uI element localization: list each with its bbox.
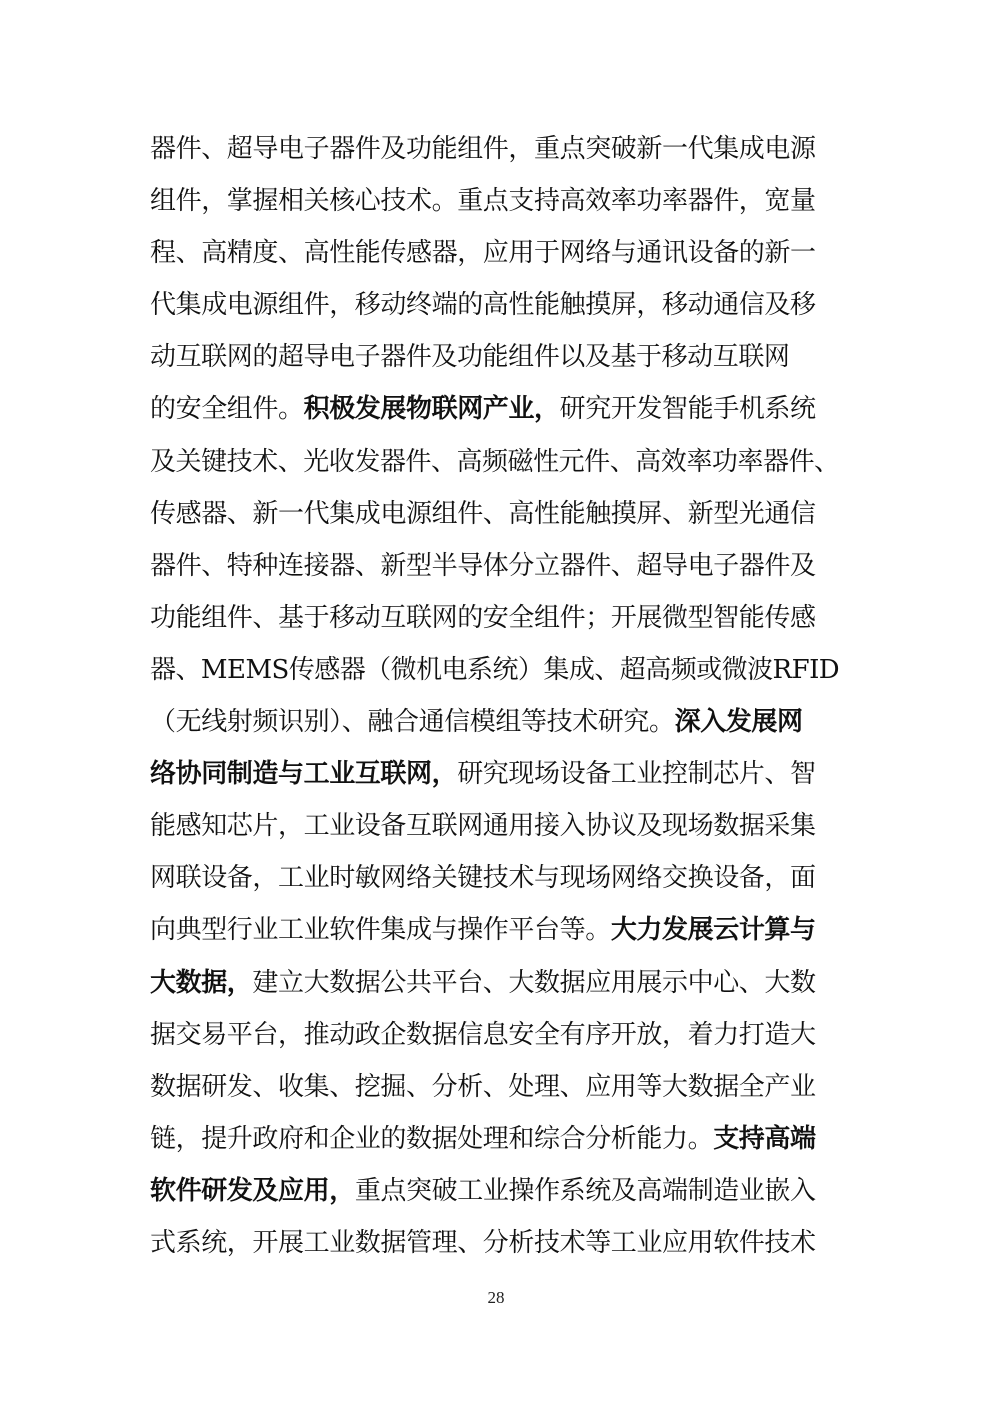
text-line	[150, 592, 850, 644]
bold-text-segment: 软件研发及应用，	[150, 1175, 355, 1206]
text-segment: 研究现场设备工业控制芯片、智	[457, 759, 816, 790]
text-segment: 器、MEMS传感器（微机电系统）集成、超高频或微波RFID	[150, 654, 840, 685]
text-segment: 据交易平台，推动政企数据信息安全有序开放，着力打造大	[150, 1019, 816, 1050]
text-segment: 动互联网的超导电子器件及功能组件以及基于移动互联网	[150, 342, 790, 373]
text-line	[150, 123, 850, 175]
text-line	[150, 331, 850, 383]
bold-text-segment: 积极发展物联网产业，	[303, 394, 560, 425]
text-segment: 器件、超导电子器件及功能组件，重点突破新一代集成电源	[150, 134, 816, 164]
text-segment: （无线射频识别）、融合通信模组等技术研究。	[150, 707, 675, 738]
text-segment: 及关键技术、光收发器件、高频磁性元件、高效率功率器件、	[150, 446, 840, 477]
text-segment: 式系统，开展工业数据管理、分析技术等工业应用软件技术	[150, 1227, 816, 1258]
text-line	[150, 696, 850, 748]
text-segment: 数据研发、收集、挖掘、分析、处理、应用等大数据全产业	[150, 1071, 816, 1102]
body-text	[150, 123, 850, 1269]
text-line	[150, 436, 850, 488]
text-line	[150, 1009, 850, 1061]
text-line	[150, 852, 850, 904]
text-segment: 研究开发智能手机系统	[559, 394, 816, 425]
text-line	[150, 1113, 850, 1165]
bold-text-segment: 支持高端	[713, 1123, 816, 1154]
text-segment: 链，提升政府和企业的数据处理和综合分析能力。	[150, 1123, 714, 1154]
bold-text-segment: 大力发展云计算与	[610, 915, 816, 946]
text-line	[150, 279, 850, 331]
text-segment: 组件，掌握相关核心技术。重点支持高效率功率器件，宽量	[150, 186, 816, 217]
text-line	[150, 383, 850, 435]
text-segment: 建立大数据公共平台、大数据应用展示中心、大数	[252, 967, 816, 998]
text-line	[150, 800, 850, 852]
page-number: 28	[487, 1288, 505, 1307]
text-segment: 功能组件、基于移动互联网的安全组件；开展微型智能传感	[150, 602, 816, 633]
text-line	[150, 540, 850, 592]
text-segment: 网联设备，工业时敏网络关键技术与现场网络交换设备，面	[150, 863, 816, 894]
text-line	[150, 1061, 850, 1113]
text-line	[150, 1217, 850, 1269]
text-line	[150, 175, 850, 227]
text-segment: 程、高精度、高性能传感器，应用于网络与通讯设备的新一	[150, 238, 816, 269]
text-line	[150, 904, 850, 956]
text-segment: 代集成电源组件，移动终端的高性能触摸屏，移动通信及移	[150, 290, 816, 321]
text-segment: 能感知芯片，工业设备互联网通用接入协议及现场数据采集	[150, 811, 816, 842]
bold-text-segment: 深入发展网	[674, 707, 803, 738]
text-segment: 器件、特种连接器、新型半导体分立器件、超导电子器件及	[150, 550, 816, 581]
text-segment: 向典型行业工业软件集成与操作平台等。	[150, 915, 611, 946]
text-line	[150, 1165, 850, 1217]
text-segment: 的安全组件。	[150, 394, 304, 425]
text-line	[150, 957, 850, 1009]
bold-text-segment: 大数据，	[150, 967, 253, 998]
text-line	[150, 488, 850, 540]
bold-text-segment: 络协同制造与工业互联网，	[150, 759, 458, 790]
text-line	[150, 644, 850, 696]
text-segment: 重点突破工业操作系统及高端制造业嵌入	[354, 1175, 816, 1206]
text-line	[150, 227, 850, 279]
text-line	[150, 748, 850, 800]
text-segment: 传感器、新一代集成电源组件、高性能触摸屏、新型光通信	[150, 498, 816, 529]
